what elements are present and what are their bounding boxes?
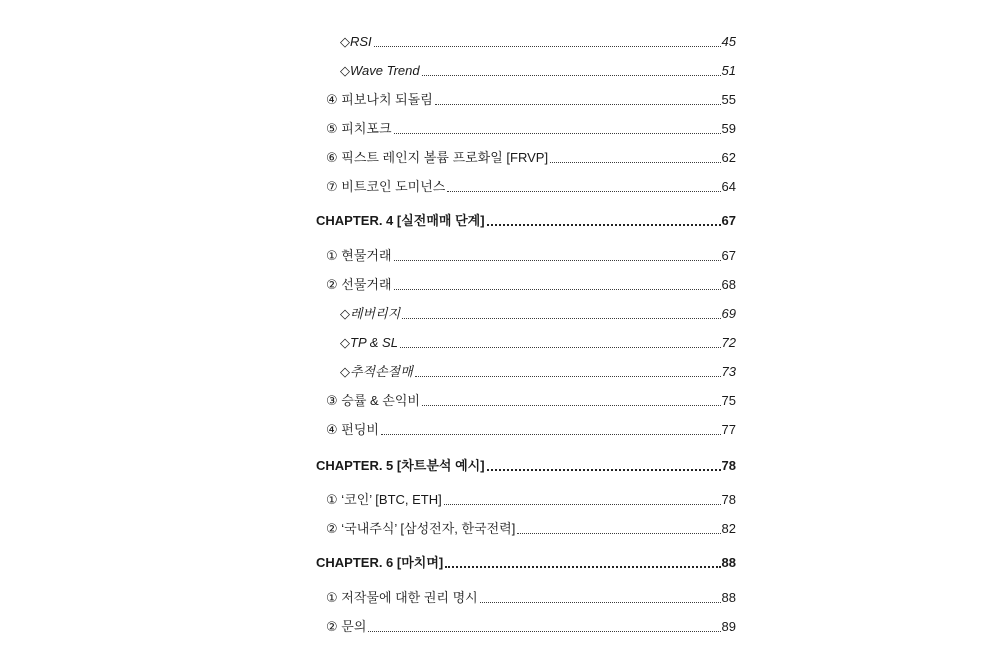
toc-entry-spot-trading[interactable]: [316, 244, 736, 264]
toc-entry-label: ⑥ 픽스트 레인지 볼륨 프로화일 [FRVP]: [326, 150, 549, 165]
dot-leader: [394, 256, 721, 261]
toc-entry-bitcoin-dominance[interactable]: [316, 175, 736, 195]
toc-entry-label: ④ 피보나치 되돌림: [326, 92, 433, 107]
toc-page-number: 78: [721, 492, 736, 507]
dot-leader: [550, 158, 720, 163]
dot-leader: [480, 598, 721, 603]
toc-entry-label: ① ‘코인’ [BTC, ETH]: [326, 492, 442, 507]
toc-entry-label: ◇레버리지: [340, 306, 401, 321]
dot-leader: [394, 129, 721, 134]
dot-leader: [402, 314, 720, 319]
toc-page-number: 73: [721, 364, 736, 379]
toc-entry-fibonacci[interactable]: [316, 88, 736, 108]
toc-entry-leverage[interactable]: [316, 302, 736, 322]
toc-entry-rsi[interactable]: [316, 30, 736, 50]
toc-page-number: 88: [721, 590, 736, 605]
toc-page-number: 89: [721, 619, 736, 634]
dot-leader: [400, 343, 721, 348]
toc-page-number: 45: [721, 34, 736, 49]
toc-entry-wave-trend[interactable]: [316, 59, 736, 79]
dot-leader: [517, 529, 720, 534]
dot-leader: [422, 71, 721, 76]
toc-entry-futures-trading[interactable]: [316, 273, 736, 293]
dot-leader: [368, 627, 720, 632]
dot-leader: [487, 220, 721, 226]
toc-page-number: 62: [721, 150, 736, 165]
toc-page-number: 72: [721, 335, 736, 350]
toc-entry-label: ◇TP & SL: [340, 335, 398, 350]
toc-page-number: 78: [721, 458, 736, 473]
toc-entry-trailing-stop[interactable]: [316, 360, 736, 380]
toc-page-number: 69: [721, 306, 736, 321]
toc-page-number: 67: [721, 213, 736, 228]
toc-page-number: 88: [721, 555, 736, 570]
toc-page-number: 67: [721, 248, 736, 263]
dot-leader: [487, 465, 721, 471]
toc-page-number: 59: [721, 121, 736, 136]
toc-page-number: 82: [721, 521, 736, 536]
toc-entry-label: ① 현물거래: [326, 248, 392, 263]
toc-page-number: 75: [721, 393, 736, 408]
dot-leader: [374, 42, 721, 47]
toc-page-number: 55: [721, 92, 736, 107]
toc-entry-label: ② 문의: [326, 619, 367, 634]
toc-entry-label: ② ‘국내주식’ [삼성전자, 한국전력]: [326, 521, 516, 536]
dot-leader: [381, 430, 721, 435]
toc-page-number: 77: [721, 422, 736, 437]
toc-chapter-label: CHAPTER. 6 [마치며]: [316, 555, 444, 570]
toc-entry-coin[interactable]: [316, 488, 736, 508]
dot-leader: [444, 500, 721, 505]
dot-leader: [422, 401, 721, 406]
toc-entry-funding-rate[interactable]: [316, 418, 736, 438]
dot-leader: [435, 100, 721, 105]
toc-entry-label: ① 저작물에 대한 권리 명시: [326, 590, 478, 605]
toc-chapter-6[interactable]: [316, 551, 736, 571]
toc-entry-inquiry[interactable]: [316, 615, 736, 635]
toc-entry-win-rate[interactable]: [316, 389, 736, 409]
toc-chapter-label: CHAPTER. 5 [차트분석 예시]: [316, 458, 485, 473]
toc-page-number: 64: [721, 179, 736, 194]
toc-entry-copyright[interactable]: [316, 586, 736, 606]
toc-entry-label: ④ 펀딩비: [326, 422, 379, 437]
toc-entry-label: ◇Wave Trend: [340, 63, 420, 78]
dot-leader: [447, 187, 720, 192]
dot-leader: [394, 285, 721, 290]
dot-leader: [445, 562, 720, 568]
toc-chapter-label: CHAPTER. 4 [실전매매 단계]: [316, 213, 485, 228]
toc-page-number: 68: [721, 277, 736, 292]
toc-entry-label: ③ 승률 & 손익비: [326, 393, 420, 408]
toc-entry-label: ⑤ 피치포크: [326, 121, 392, 136]
toc-entry-domestic-stocks[interactable]: [316, 517, 736, 537]
toc-chapter-4[interactable]: [316, 209, 736, 229]
toc-entry-label: ② 선물거래: [326, 277, 392, 292]
dot-leader: [415, 372, 721, 377]
toc-entry-pitchfork[interactable]: [316, 117, 736, 137]
toc-entry-label: ⑦ 비트코인 도미넌스: [326, 179, 446, 194]
toc-page-number: 51: [721, 63, 736, 78]
toc-entry-frvp[interactable]: [316, 146, 736, 166]
toc-entry-label: ◇추적손절매: [340, 364, 413, 379]
toc-entry-label: ◇RSI: [340, 34, 372, 49]
toc-chapter-5[interactable]: [316, 454, 736, 474]
toc-entry-tp-sl[interactable]: [316, 331, 736, 351]
